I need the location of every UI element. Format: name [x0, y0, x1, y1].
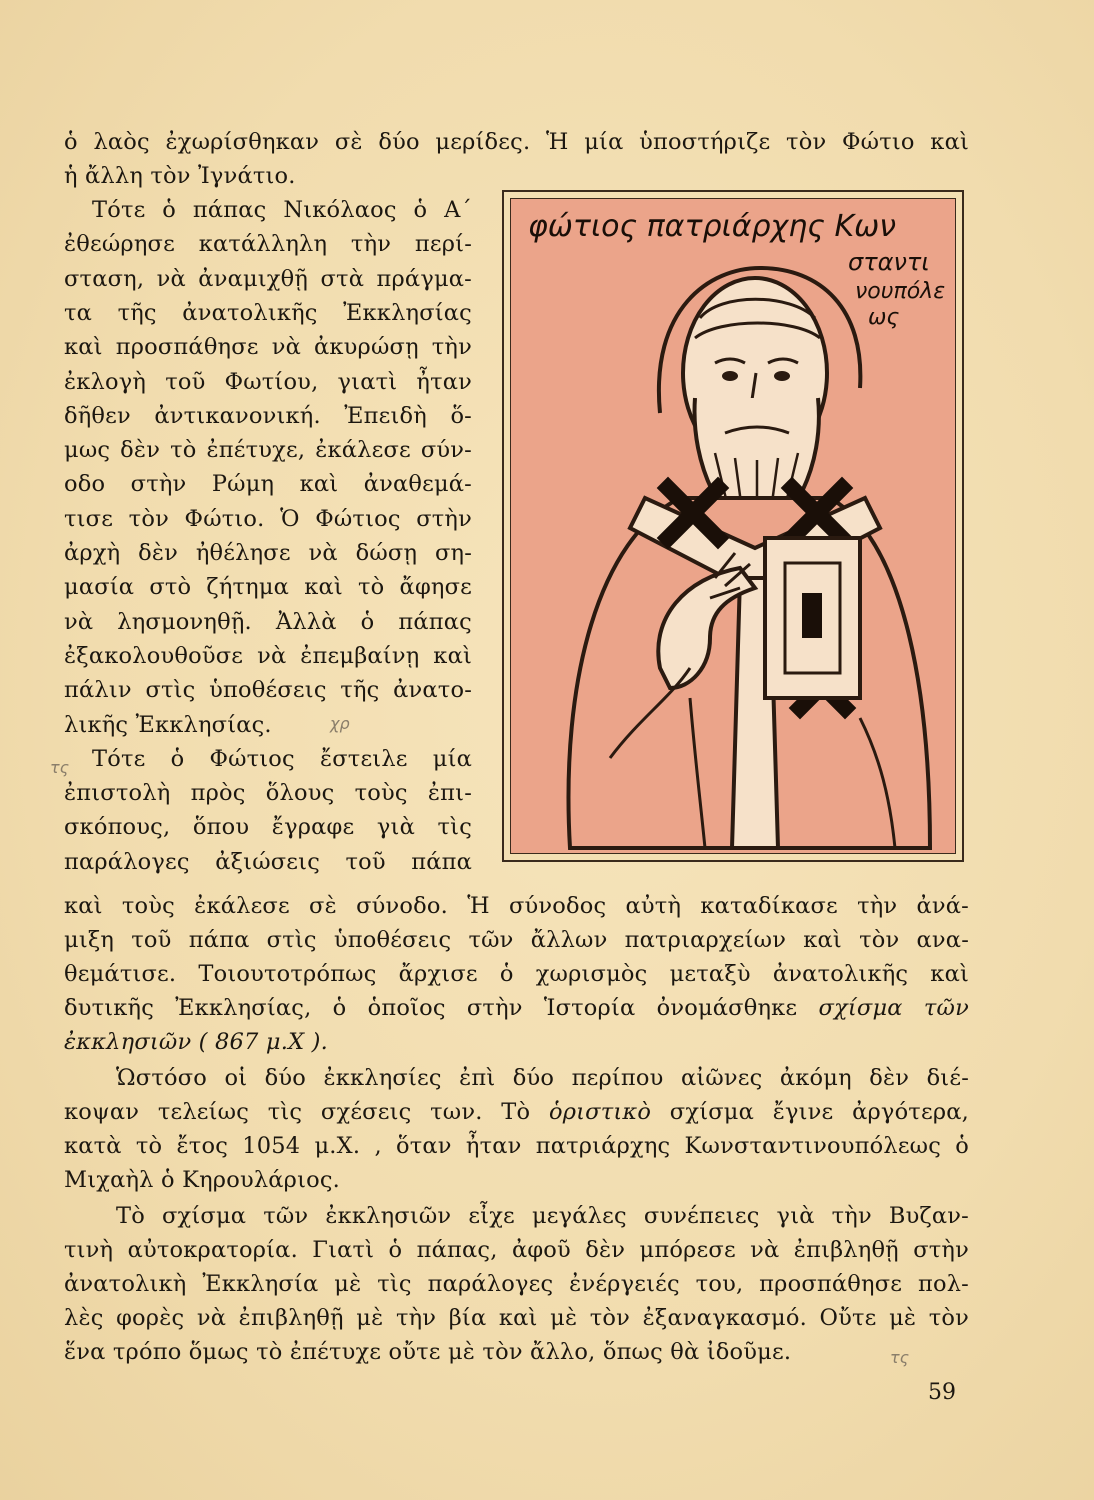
text-line: δῆθεν ἀντικανονική. Ἐπειδὴ ὅ- — [64, 402, 472, 429]
text-line: ἐπιστολὴ πρὸς ὅλους τοὺς ἐπι- — [64, 780, 472, 807]
text-line: παράλογες ἀξιώσεις τοῦ πάπα — [64, 848, 472, 875]
text-line: ἀνατολικὴ Ἐκκλησία μὲ τὶς παράλογες ἐνέργειές του, προσπάθησε πολ- — [64, 1271, 969, 1297]
icon-caption-right: ως — [868, 305, 900, 330]
text-line: τα τῆς ἀνατολικῆς Ἐκκλησίας — [64, 299, 472, 326]
text-line: μιξη τοῦ πάπα στὶς ὑποθέσεις τῶν ἄλλων πατριαρχείων καὶ τὸν ανα- — [64, 927, 969, 953]
text-line: ἐθεώρησε κατάλληλη τὴν περί- — [64, 231, 472, 258]
text-line: ἀρχὴ δὲν ἠθέλησε νὰ δώσῃ ση- — [64, 540, 472, 566]
icon-illustration-frame — [502, 190, 964, 862]
text-line: Τότε ὁ Φώτιος ἔστειλε μία — [92, 745, 472, 772]
text-line — [64, 991, 969, 1025]
text-line — [64, 1095, 969, 1129]
text-line: ἐκλογὴ τοῦ Φωτίου, γιατὶ ἦταν — [64, 368, 472, 395]
text-line: νὰ λησμονηθῇ. Ἀλλὰ ὁ πάπας — [64, 608, 472, 635]
italic-term: σχίσμα τῶν — [818, 995, 969, 1021]
text-line: θεμάτισε. Τοιουτοτρόπως ἄρχισε ὁ χωρισμὸς μεταξὺ ἀνατολικῆς καὶ — [64, 961, 969, 987]
text-line: ὁ λαὸς ἐχωρίσθηκαν σὲ δύο μερίδες. Ἡ μία ὑποστήριζε τὸν Φώτιο καὶ — [64, 129, 969, 155]
italic-term: ἐκκλησιῶν ( 867 μ.Χ ). — [64, 1029, 328, 1055]
text-span: δυτικῆς Ἐκκλησίας, ὁ ὁποῖος στὴν Ἱστορία ὀνομάσθηκε — [64, 995, 798, 1021]
text-line: καὶ τοὺς ἐκάλεσε σὲ σύνοδο. Ἡ σύνοδος αὐτὴ καταδίκασε τὴν ἀνά- — [64, 893, 969, 919]
pencil-annotation: τς — [890, 1348, 910, 1367]
text-line: οδο στὴν Ρώμη καὶ ἀναθεμά- — [64, 471, 472, 498]
text-line: μασία στὸ ζήτημα καὶ τὸ ἄφησε — [64, 574, 472, 601]
page-number: 59 — [928, 1380, 956, 1405]
pencil-annotation: χρ — [330, 714, 350, 733]
saint-photios-icon — [510, 198, 956, 854]
text-line: Ὡστόσο οἱ δύο ἐκκλησίες ἐπὶ δύο περίπου αἰῶνες ἀκόμη δὲν διέ- — [116, 1065, 969, 1091]
text-line: Τὸ σχίσμα τῶν ἐκκλησιῶν εἶχε μεγάλες συνέπειες γιὰ τὴν Βυζαν- — [116, 1203, 969, 1229]
text-line: ἕνα τρόπο ὅμως τὸ ἐπέτυχε οὔτε μὲ τὸν ἄλλο, ὅπως θὰ ἰδοῦμε. — [64, 1339, 792, 1365]
text-line: Τότε ὁ πάπας Νικόλαος ὁ Α΄ — [92, 197, 472, 223]
text-line: πάλιν στὶς ὑποθέσεις τῆς ἀνατο- — [64, 677, 472, 704]
text-span: σχίσμα ἔγινε ἀργότερα, — [669, 1099, 969, 1125]
text-line: σκόπους, ὅπου ἔγραφε γιὰ τὶς — [64, 814, 472, 841]
icon-caption-right: νουπόλε — [855, 279, 946, 304]
text-line: λικῆς Ἐκκλησίας. — [64, 711, 272, 738]
text-line: κατὰ τὸ ἔτος 1054 μ.Χ. , ὅταν ἦταν πατριάρχης Κωνσταντινουπόλεως ὁ — [64, 1133, 969, 1159]
text-line: ἐξακολουθοῦσε νὰ ἐπεμβαίνῃ καὶ — [64, 642, 472, 669]
text-line: τισε τὸν Φώτιο. Ὁ Φώτιος στὴν — [64, 505, 472, 532]
pencil-annotation: τς — [50, 758, 70, 777]
text-line: Μιχαὴλ ὁ Κηρουλάριος. — [64, 1167, 341, 1193]
text-line: μως δὲν τὸ ἐπέτυχε, ἐκάλεσε σύν- — [64, 437, 472, 464]
text-line: καὶ προσπάθησε νὰ ἀκυρώσῃ τὴν — [64, 334, 472, 361]
icon-caption-right: σταντι — [848, 248, 930, 276]
text-span: κοψαν τελείως τὶς σχέσεις των. Τὸ — [64, 1099, 531, 1125]
text-line: τινὴ αὐτοκρατορία. Γιατὶ ὁ πάπας, ἀφοῦ δὲν μπόρεσε νὰ ἐπιβληθῇ στὴν — [64, 1237, 969, 1263]
text-line: σταση, νὰ ἀναμιχθῇ στὰ πράγμα- — [64, 265, 472, 292]
icon-caption-top: φώτιος πατριάρχης Κων — [528, 209, 896, 244]
italic-term: ὁριστικὸ — [548, 1099, 652, 1125]
text-line: ἡ ἄλλη τὸν Ἰγνάτιο. — [64, 163, 296, 189]
text-line: λὲς φορὲς νὰ ἐπιβληθῇ μὲ τὴν βία καὶ μὲ τὸν ἐξαναγκασμό. Οὔτε μὲ τὸν — [64, 1305, 969, 1331]
